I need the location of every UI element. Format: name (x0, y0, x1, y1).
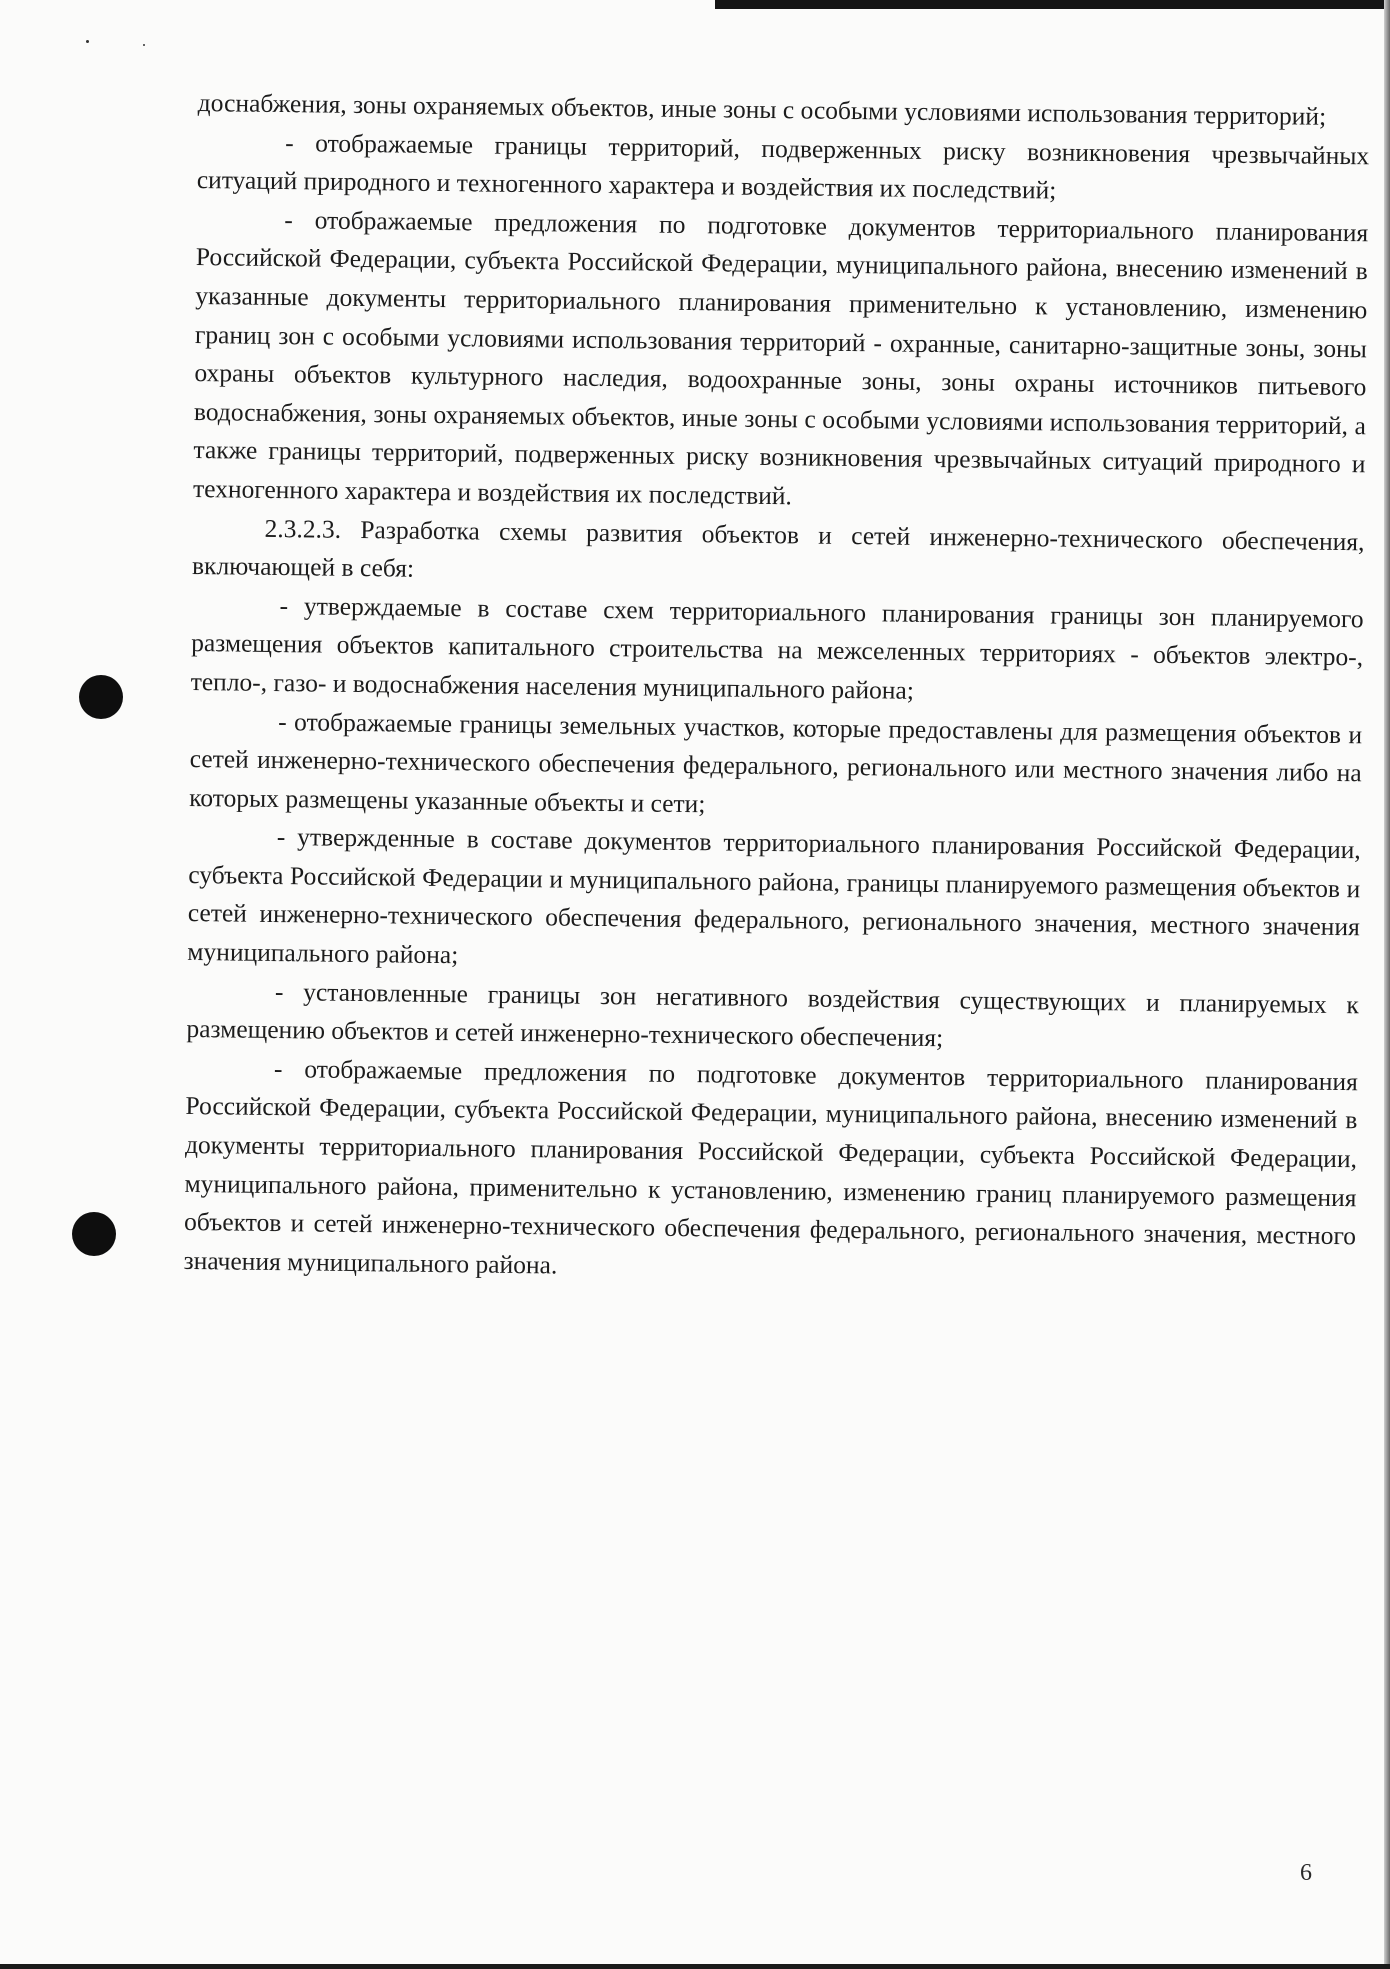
scan-top-edge (715, 0, 1390, 9)
paragraph-list-item: - утверждаемые в составе схем территориального планирования границы зон планируемого размещения объектов капитального строительства на межселенных территориях - объектов электро-, тепло-, газо- и водоснабжения населения муниципального района; (190, 590, 1364, 705)
paragraph-list-item: - отображаемые предложения по подготовке документов территориального планирования Российской Федерации, субъекта Российской Федерации, муниципального района, внесению изменений в документы территориального планирования Российской Федерации, субъекта Российской Федерации, муниципального района, применительно к установлению, изменению границ планируемого размещения объектов и сетей инженерно-технического обеспечения федерального, регионального значения, местного значения муниципального района. (183, 1053, 1359, 1280)
paragraph-list-item: - отображаемые предложения по подготовке документов территориального планирования Российской Федерации, субъекта Российской Федерации, муниципального района, внесению изменений в указанные документы территориального планирования применительно к установлению, изменению границ зон с особыми условиями использования территорий - охранные, санитарно-защитные зоны, зоны охраны объектов культурного наследия, водоохранные зоны, зоны охраны источников питьевого водоснабжения, зоны охраняемых объектов, иные зоны с особыми условиями использования территорий, а также границы территорий, подверженных риску возникновения чрезвычайных ситуаций природного и техногенного характера и воздействия их последствий. (192, 204, 1369, 511)
paragraph-continuation: доснабжения, зоны охраняемых объектов, иные зоны с особыми условиями использования территорий; (197, 87, 1327, 131)
document-body (183, 84, 1370, 1295)
scan-speck (86, 40, 89, 43)
scan-speck (143, 44, 145, 46)
paragraph-list-item: - утвержденные в составе документов территориального планирования Российской Федерации, субъекта Российской Федерации и муниципального района, границы планируемого размещения объектов и сетей инженерно-технического обеспечения федерального, регионального значения, местного значения муниципального района; (187, 822, 1361, 970)
scan-bottom-edge (0, 1964, 1390, 1969)
paragraph-list-item: - отображаемые границы земельных участков, которые предоставлены для размещения объектов и сетей инженерно-технического обеспечения федерального, регионального или местного значения либо на которых размещены указанные объекты и сети; (189, 706, 1363, 818)
punch-hole (72, 1212, 116, 1256)
paragraph-list-item: - отображаемые границы территорий, подверженных риску возникновения чрезвычайных ситуаций природного и техногенного характера и воздействия их последствий; (196, 127, 1370, 205)
punch-hole (79, 675, 123, 719)
scan-right-edge (1384, 0, 1390, 1969)
section-heading-paragraph: 2.3.2.3. Разработка схемы развития объектов и сетей инженерно-технического обеспечения, включающей в себя: (191, 513, 1365, 583)
page-number: 6 (1300, 1860, 1312, 1886)
paragraph-list-item: - установленные границы зон негативного воздействия существующих и планируемых к размещению объектов и сетей инженерно-технического обеспечения; (186, 976, 1360, 1053)
